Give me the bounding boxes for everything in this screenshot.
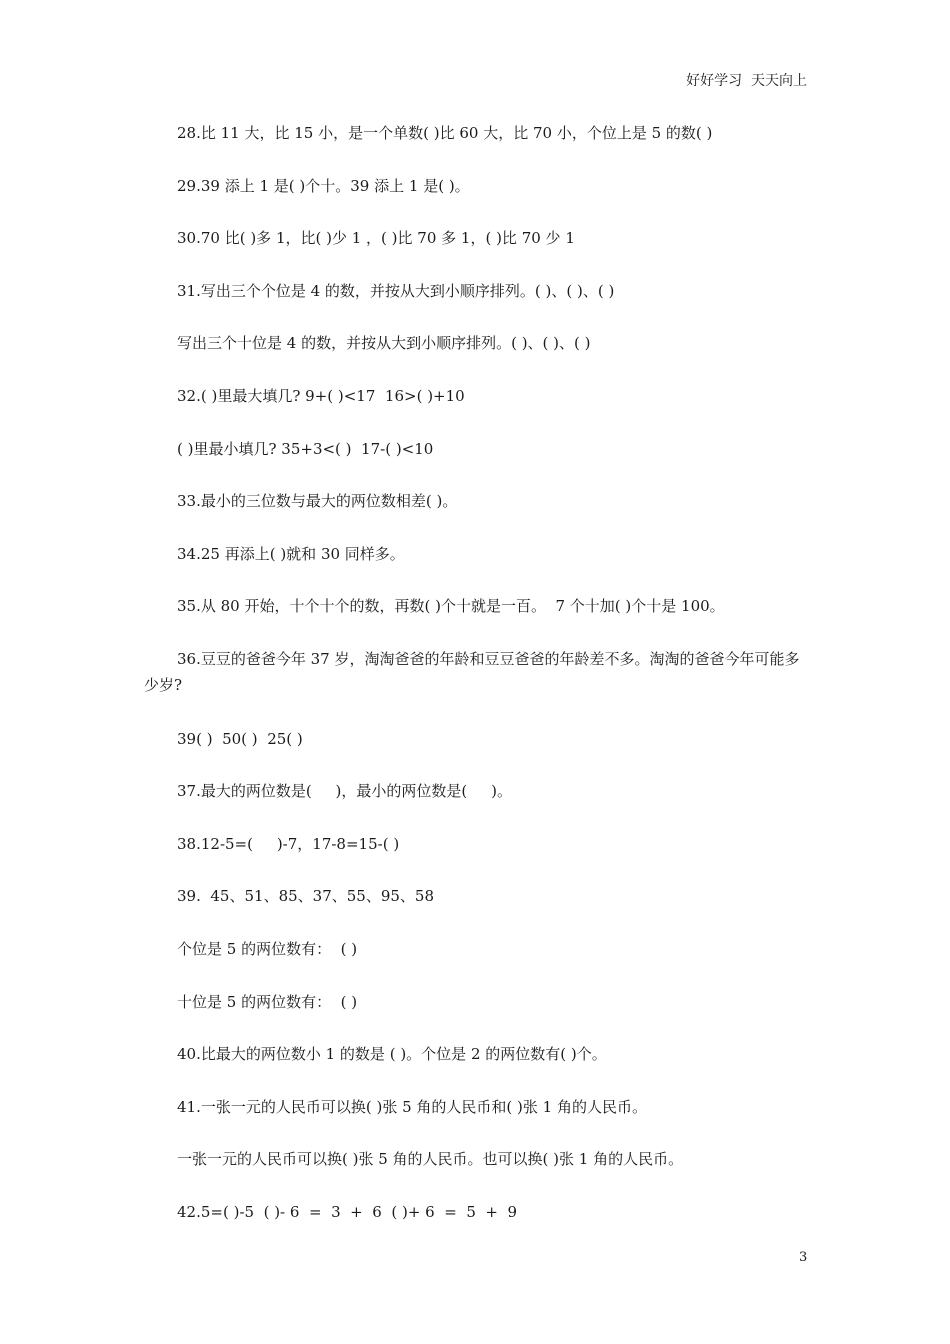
question-32: 32.( )里最大填几? 9+( )<17 16>( )+10 bbox=[177, 386, 465, 405]
question-38: 38.12-5=( )-7，17-8=15-( ) bbox=[177, 834, 400, 853]
question-41: 41.一张一元的人民币可以换( )张 5 角的人民币和( )张 1 角的人民币。 bbox=[177, 1097, 647, 1116]
question-39-part-2: 个位是 5 的两位数有： ( ) bbox=[177, 939, 358, 958]
question-31: 31.写出三个个位是 4 的数，并按从大到小顺序排列。( )、( )、( ) bbox=[177, 281, 615, 300]
question-39: 39. 45、51、85、37、55、95、58 bbox=[177, 887, 435, 906]
question-36-options: 39( ) 50( ) 25( ) bbox=[177, 729, 303, 748]
page-header: 好好学习 天天向上 bbox=[686, 73, 807, 89]
question-29: 29.39 添上 1 是( )个十。39 添上 1 是( )。 bbox=[177, 176, 470, 195]
document-body bbox=[144, 120, 808, 1251]
question-30: 30.70 比( )多 1，比( )少 1 ，( )比 70 多 1，( )比 70 少 1 bbox=[177, 229, 575, 248]
question-34: 34.25 再添上( )就和 30 同样多。 bbox=[177, 544, 405, 563]
question-39-part-3: 十位是 5 的两位数有： ( ) bbox=[177, 992, 358, 1011]
question-35: 35.从 80 开始，十个十个的数，再数( )个十就是一百。 7 个十加( )个十是 100。 bbox=[177, 597, 725, 616]
question-42: 42.5=( )-5 ( )- 6 = 3 + 6 ( )+ 6 = 5 + 9 bbox=[177, 1202, 518, 1221]
question-32-part-2: ( )里最小填几? 35+3<( ) 17-( )<10 bbox=[177, 439, 434, 458]
page-number: 3 bbox=[799, 1250, 808, 1265]
question-41-part-2: 一张一元的人民币可以换( )张 5 角的人民币。也可以换( )张 1 角的人民币。 bbox=[177, 1150, 684, 1169]
question-31-part-2: 写出三个十位是 4 的数，并按从大到小顺序排列。( )、( )、( ) bbox=[177, 334, 591, 353]
question-36: 36.豆豆的爸爸今年 37 岁，淘淘爸爸的年龄和豆豆爸爸的年龄差不多。淘淘的爸爸今年可能多少岁? bbox=[144, 649, 800, 695]
question-40: 40.比最大的两位数小 1 的数是 ( )。个位是 2 的两位数有( )个。 bbox=[177, 1045, 607, 1064]
question-28: 28.比 11 大，比 15 小，是一个单数( )比 60 大，比 70 小，个位上是 5 的数( ) bbox=[177, 124, 713, 142]
question-37: 37.最大的两位数是( )，最小的两位数是( )。 bbox=[177, 782, 512, 801]
question-33: 33.最小的三位数与最大的两位数相差( )。 bbox=[177, 492, 458, 511]
